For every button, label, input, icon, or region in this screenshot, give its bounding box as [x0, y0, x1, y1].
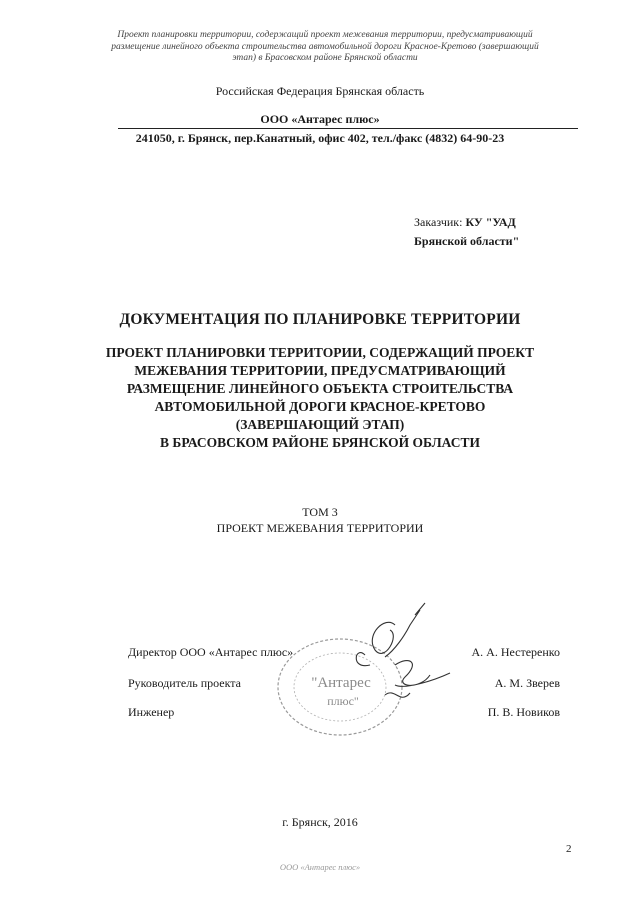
city-year: г. Брянск, 2016: [282, 815, 358, 829]
customer-block: [414, 213, 519, 251]
organization-address: 241050, г. Брянск, пер.Канатный, офис 402, тел./факс (4832) 64-90-23: [135, 131, 505, 145]
stamp-text-line2: плюс": [327, 694, 359, 708]
running-header-line: Проект планировки территории, содержащий проект межевания территории, предусматривающий: [117, 30, 533, 40]
running-header: [70, 30, 580, 65]
stamp-text-line1: "Антарес: [311, 675, 371, 691]
signature-role: Инженер: [128, 705, 175, 719]
running-header-line: размещение линейного объекта строительства автомобильной дороги Красное-Кретово (завершающий: [111, 41, 539, 52]
signature-scribble-middle: [385, 661, 450, 698]
project-title-line: АВТОМОБИЛЬНОЙ ДОРОГИ КРАСНОЕ-КРЕТОВО: [154, 399, 486, 414]
running-header-line: этап) в Брасовском районе Брянской области: [232, 53, 418, 63]
customer-label: Заказчик:: [414, 215, 463, 229]
signature-name: А. А. Нестеренко: [471, 645, 560, 659]
signature-name: П. В. Новиков: [487, 705, 560, 719]
company-stamp: [245, 595, 455, 745]
volume-name: ПРОЕКТ МЕЖЕВАНИЯ ТЕРРИТОРИИ: [216, 521, 424, 535]
organization-name: ООО «Антарес плюс»: [260, 112, 380, 126]
volume-number: ТОМ 3: [302, 505, 338, 519]
project-title-line: (ЗАВЕРШАЮЩИЙ ЭТАП): [235, 417, 405, 432]
signature-role: Директор ООО «Антарес плюс»: [128, 645, 294, 659]
project-title-line: РАЗМЕЩЕНИЕ ЛИНЕЙНОГО ОБЪЕКТА СТРОИТЕЛЬСТВА: [126, 381, 514, 396]
page-number: 2: [566, 843, 572, 855]
signature-scribble-top: [356, 603, 425, 666]
signature-name: А. М. Зверев: [494, 676, 560, 690]
project-title-line: МЕЖЕВАНИЯ ТЕРРИТОРИИ, ПРЕДУСМАТРИВАЮЩИЙ: [134, 363, 506, 378]
project-title-line: В БРАСОВСКОМ РАЙОНЕ БРЯНСКОЙ ОБЛАСТИ: [160, 435, 480, 450]
page-footer: ООО «Антарес плюс»: [279, 862, 361, 872]
signature-role: Руководитель проекта: [128, 676, 241, 690]
header-rule: [118, 128, 578, 129]
customer-name-line2: Брянской области": [414, 234, 520, 248]
project-title: [60, 344, 580, 452]
customer-name-line1: КУ "УАД: [465, 215, 516, 229]
region-line: Российская Федерация Брянская область: [215, 84, 425, 98]
project-title-line: ПРОЕКТ ПЛАНИРОВКИ ТЕРРИТОРИИ, СОДЕРЖАЩИЙ ПРОЕКТ: [105, 345, 535, 360]
document-title: ДОКУМЕНТАЦИЯ ПО ПЛАНИРОВКЕ ТЕРРИТОРИИ: [119, 311, 521, 328]
